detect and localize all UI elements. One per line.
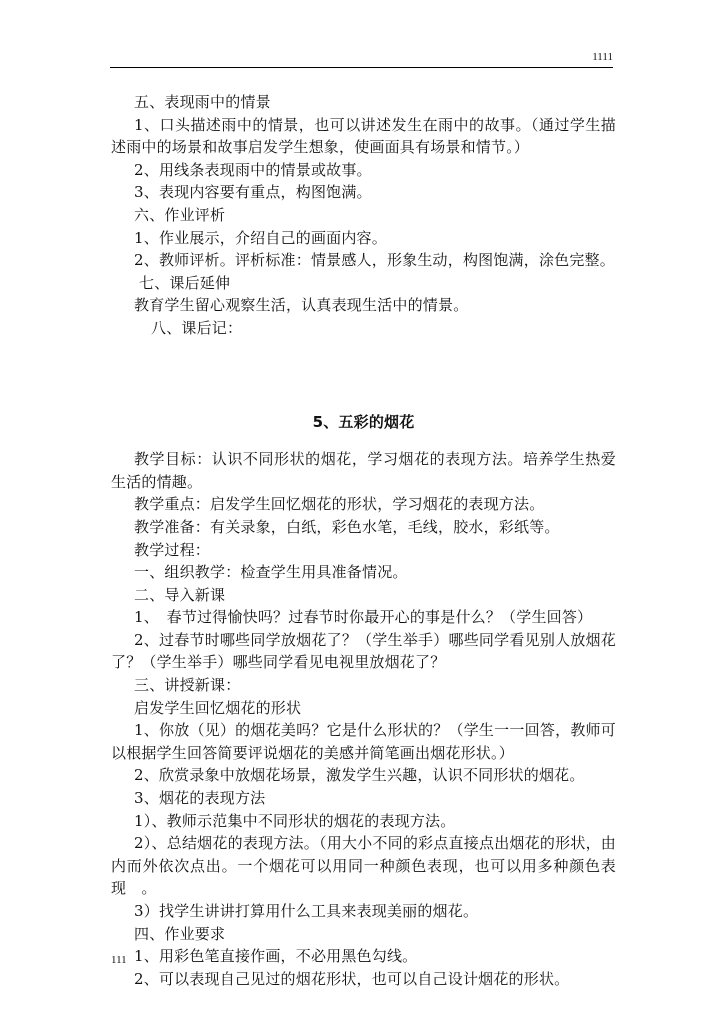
header-rule [110,67,613,68]
paragraph: 2、用线条表现雨中的情景或故事。 [134,160,372,179]
paragraph: 3、表现内容要有重点，构图饱满。 [134,183,372,202]
paragraph: 1、你放（见）的烟花美吗？它是什么形状的？（学生一一回答，教师可以根据学生回答简要评说烟花的美感并简笔画出烟花形状。） [111,721,616,762]
header-page-number: 1111 [592,51,613,63]
heading-step-4: 四、作业要求 [134,924,226,943]
heading-step-3: 三、讲授新课： [134,676,241,695]
paragraph-key-points: 教学重点：启发学生回忆烟花的形状，学习烟花的表现方法。 [134,495,545,514]
paragraph: 1、 春节过得愉快吗？过春节时你最开心的事是什么？（学生回答） [134,608,593,627]
footer-page-number: 111 [111,954,127,966]
heading-section-8: 八、课后记： [151,318,243,337]
paragraph-process: 教学过程： [134,540,211,559]
paragraph: 1、作业展示，介绍自己的画面内容。 [134,228,387,247]
heading-section-6: 六、作业评析 [134,205,226,224]
paragraph: 2）、总结烟花的表现方法。（用大小不同的彩点直接点出烟花的形状，由内而外依次点出。一个烟花可以用同一种颜色表现，也可以用多种颜色表现 。 [111,834,616,898]
paragraph: 3、烟花的表现方法 [134,789,266,808]
paragraph: 2、可以表现自己见过的烟花形状，也可以自己设计烟花的形状。 [134,969,570,988]
paragraph: 1、口头描述雨中的情景，也可以讲述发生在雨中的故事。（通过学生描述雨中的场景和故事启发学生想象，使画面具有场景和情节。） [111,115,616,157]
paragraph: 1、用彩色笔直接作画，不必用黑色勾线。 [134,947,418,966]
heading-section-5: 五、表现雨中的情景 [134,93,271,111]
heading-step-1: 一、组织教学：检查学生用具准备情况。 [134,563,408,582]
document-body [111,91,616,990]
paragraph-materials: 教学准备：有关录象，白纸，彩色水笔，毛线，胶水，彩纸等。 [134,517,560,536]
lesson-title: 5、五彩的烟花 [312,412,415,431]
paragraph-objectives: 教学目标：认识不同形状的烟花，学习烟花的表现方法。培养学生热爱生活的情趣。 [111,450,616,491]
paragraph: 2、欣赏录象中放烟花场景，激发学生兴趣，认识不同形状的烟花。 [134,766,585,785]
paragraph: 教育学生留心观察生活，认真表现生活中的情景。 [134,296,469,315]
heading-section-7: 七、课后延伸 [139,273,231,292]
paragraph: 3）找学生讲讲打算用什么工具来表现美丽的烟花。 [134,902,479,920]
paragraph: 启发学生回忆烟花的形状 [134,698,302,717]
heading-step-2: 二、导入新课 [134,585,226,604]
paragraph: 2、教师评析。评析标准：情景感人，形象生动，构图饱满，涂色完整。 [134,251,615,270]
paragraph: 2、过春节时哪些同学放烟花了？（学生举手）哪些同学看见别人放烟花了？（学生举手）哪些同学看见电视里放烟花了？ [111,630,616,672]
paragraph: 1）、教师示范集中不同形状的烟花的表现方法。 [134,811,456,830]
